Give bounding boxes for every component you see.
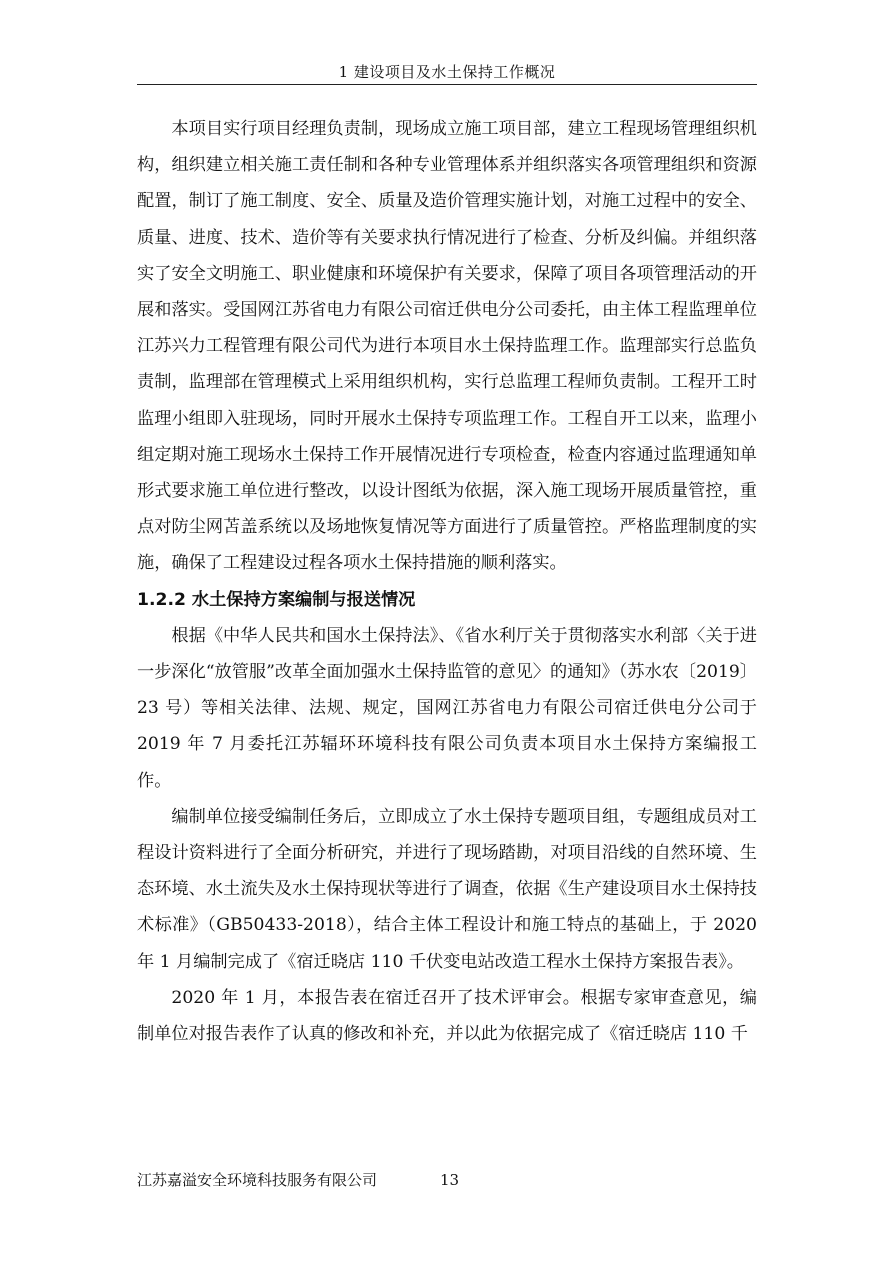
section-heading: 1.2.2 水土保持方案编制与报送情况 bbox=[137, 589, 416, 610]
header-divider bbox=[137, 84, 757, 85]
paragraph-legal-basis: 根据《中华人民共和国水土保持法》、《省水利厅关于贯彻落实水利部〈关于进一步深化“放管服”改革全面加强水土保持监管的意见〉的通知》（苏水农〔2019〕23 号）等相关法律、法规、规定，国网江苏省电力有限公司宿迁供电分公司于 2019 年 7 月委托江苏辐环环境科技有限公司负责本项目水土保持方案编报工作。 bbox=[137, 625, 757, 791]
paragraph-plan-preparation: 编制单位接受编制任务后，立即成立了水土保持专题项目组，专题组成员对工程设计资料进行了全面分析研究，并进行了现场踏勘，对项目沿线的自然环境、生态环境、水土流失及水土保持现状等进行了调查，依据《生产建设项目水土保持技术标准》（GB50433-2018），结合主体工程设计和施工特点的基础上，于 2020 年 1 月编制完成了《宿迁晓店 110 千伏变电站改造工程水土保持方案报告表》。 bbox=[137, 806, 757, 972]
page-number: 13 bbox=[440, 1171, 460, 1189]
paragraph-project-management: 本项目实行项目经理负责制，现场成立施工项目部，建立工程现场管理组织机构，组织建立相关施工责任制和各种专业管理体系并组织落实各项管理组织和资源配置，制订了施工制度、安全、质量及造价管理实施计划，对施工过程中的安全、质量、进度、技术、造价等有关要求执行情况进行了检查、分析及纠偏。并组织落实了安全文明施工、职业健康和环境保护有关要求，保障了项目各项管理活动的开展和落实。受国网江苏省电力有限公司宿迁供电分公司委托，由主体工程监理单位江苏兴力工程管理有限公司代为进行本项目水土保持监理工作。监理部实行总监负责制，监理部在管理模式上采用组织机构，实行总监理工程师负责制。工程开工时监理小组即入驻现场，同时开展水土保持专项监理工作。工程自开工以来，监理小组定期对施工现场水土保持工作开展情况进行专项检查，检查内容通过监理通知单形式要求施工单位进行整改，以设计图纸为依据，深入施工现场开展质量管控，重点对防尘网苫盖系统以及场地恢复情况等方面进行了质量管控。严格监理制度的实施，确保了工程建设过程各项水土保持措施的顺利落实。 bbox=[137, 119, 757, 574]
footer-company-name: 江苏嘉溢安全环境科技服务有限公司 bbox=[137, 1171, 378, 1189]
document-body bbox=[137, 111, 757, 1052]
running-header: 1 建设项目及水土保持工作概况 bbox=[338, 63, 556, 81]
paragraph-technical-review: 2020 年 1 月，本报告表在宿迁召开了技术评审会。根据专家审查意见，编制单位对报告表作了认真的修改和补充，并以此为依据完成了《宿迁晓店 110 千 bbox=[137, 987, 757, 1045]
